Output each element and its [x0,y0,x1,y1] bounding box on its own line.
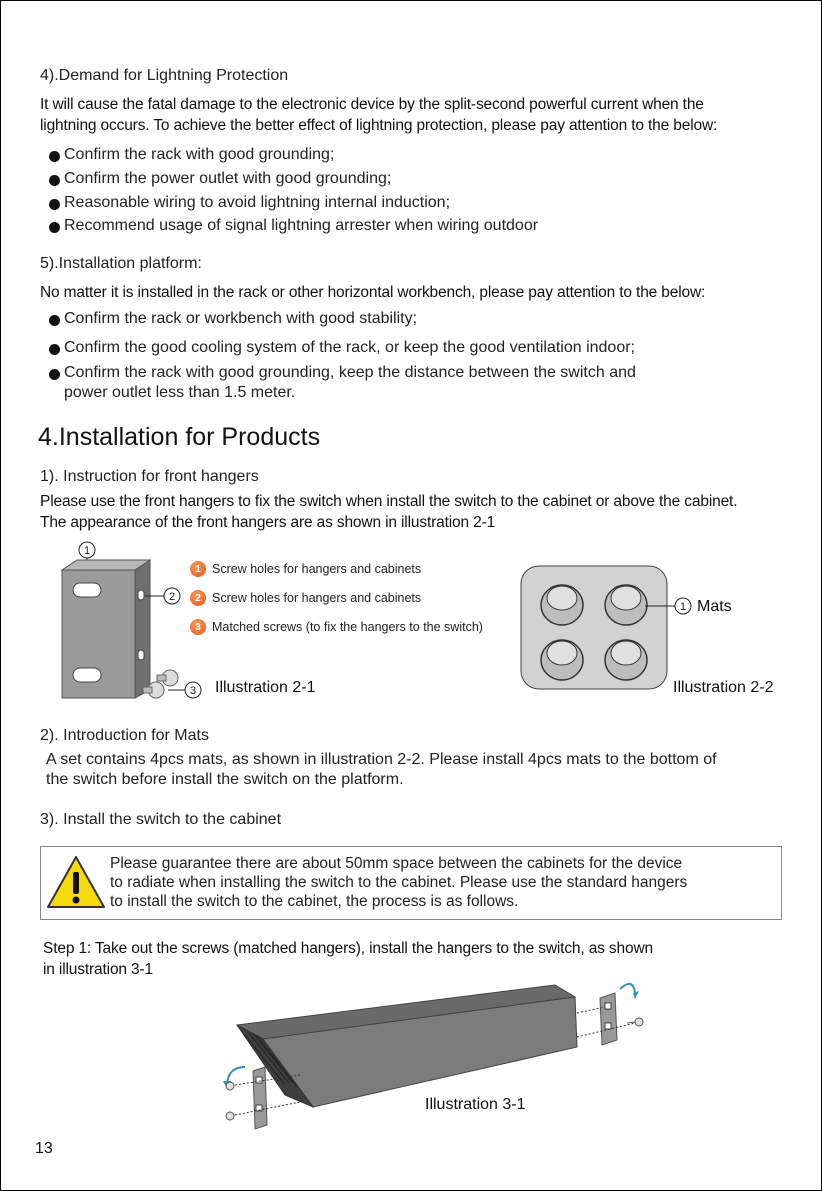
illustration-2-2-label: Illustration 2-2 [673,679,774,696]
platform-bullet: Confirm the good cooling system of the rack, or keep the good ventilation indoor; [49,339,635,357]
mats-callout-number: 1 [679,601,687,613]
mat-icon [541,585,583,625]
platform-paragraph: No matter it is installed in the rack or other horizontal workbench, please pay attention to the below: [40,284,706,301]
page-title: 4.Installation for Products [38,423,321,451]
mats-callout [645,596,695,616]
cabinet-heading: 3). Install the switch to the cabinet [40,811,282,828]
mats-heading: 2). Introduction for Mats [40,727,209,744]
bullet-dot-icon [49,151,60,162]
rotate-arrow-icon [227,1067,245,1083]
bullet-dot-icon [49,369,60,380]
warning-line3: to install the switch to the cabinet, the process is as follows. [110,893,519,910]
screw-icon [226,1082,234,1090]
mats-paragraph-line2: the switch before install the switch on the platform. [46,771,404,788]
hangers-paragraph-line2: The appearance of the front hangers are as shown in illustration 2-1 [40,514,496,531]
hanger-callout-2: 2 [168,591,176,603]
step1-line2: in illustration 3-1 [43,961,154,978]
lightning-bullet: Recommend usage of signal lightning arrester when wiring outdoor [49,217,538,235]
step1-line1: Step 1: Take out the screws (matched hangers), install the hangers to the switch, as shown [43,940,653,957]
lightning-bullet: Confirm the power outlet with good grounding; [49,170,391,188]
warning-line1: Please guarantee there are about 50mm space between the cabinets for the device [110,855,683,872]
mats-paragraph [46,750,717,770]
platform-bullet: Confirm the rack or workbench with good stability; [49,310,417,328]
hanger-screw-hole-icon [73,583,101,597]
warning-text [110,854,687,911]
bullet-dot-icon [49,315,60,326]
hangers-heading: 1). Instruction for front hangers [40,468,259,485]
number-badge-icon: 3 [190,619,206,635]
lightning-paragraph [40,94,785,136]
mat-icon [541,640,583,680]
legend-item: 2 Screw holes for hangers and cabinets [190,590,421,606]
legend-item: 1 Screw holes for hangers and cabinets [190,561,421,577]
left-hanger [253,1067,267,1129]
mats-label: Mats [697,598,732,615]
mat-icon [605,585,647,625]
lightning-bullet: Confirm the rack with good grounding; [49,146,334,164]
number-badge-icon: 1 [190,561,206,577]
hanger-callout-1: 1 [83,545,91,557]
warning-line2: to radiate when installing the switch to the cabinet. Please use the standard hangers [110,874,688,891]
lightning-heading: 4).Demand for Lightning Protection [40,67,289,84]
hanger-callout-3: 3 [189,685,197,697]
hangers-paragraph-line1: Please use the front hangers to fix the switch when install the switch to the cabinet or above the cabinet. [40,493,738,510]
right-hanger [600,993,617,1045]
number-badge-icon: 2 [190,590,206,606]
platform-bullet: Confirm the rack with good grounding, keep the distance between the switch and [49,364,636,382]
bullet-dot-icon [49,222,60,233]
bullet-dot-icon [49,199,60,210]
illustration-3-1-label: Illustration 3-1 [425,1096,526,1113]
mats-illustration [520,565,670,691]
hanger-screw-hole-icon [73,668,101,682]
page-number: 13 [35,1140,53,1157]
mats-paragraph-line1: A set contains 4pcs mats, as shown in illustration 2-2. Please install 4pcs mats to the bottom of [46,751,717,768]
lightning-paragraph-line2: lightning occurs. To achieve the better effect of lightning protection, please pay attention to the below: [40,117,718,134]
hangers-paragraph [40,491,800,533]
bullet-dot-icon [49,175,60,186]
mat-icon [605,640,647,680]
legend-item: 3 Matched screws (to fix the hangers to the switch) [190,619,483,635]
illustration-2-1-label: Illustration 2-1 [215,679,316,696]
lightning-bullet: Reasonable wiring to avoid lightning internal induction; [49,194,450,212]
bullet-dot-icon [49,344,60,355]
warning-triangle-icon [45,854,107,910]
rotate-arrow-icon [620,984,635,993]
platform-bullet-continuation: power outlet less than 1.5 meter. [64,384,296,401]
platform-heading: 5).Installation platform: [40,255,202,272]
lightning-paragraph-line1: It will cause the fatal damage to the electronic device by the split-second powerful current when the [40,96,704,113]
hanger-side [135,560,150,698]
step1-text [43,938,803,980]
screw-icon [226,1112,234,1120]
